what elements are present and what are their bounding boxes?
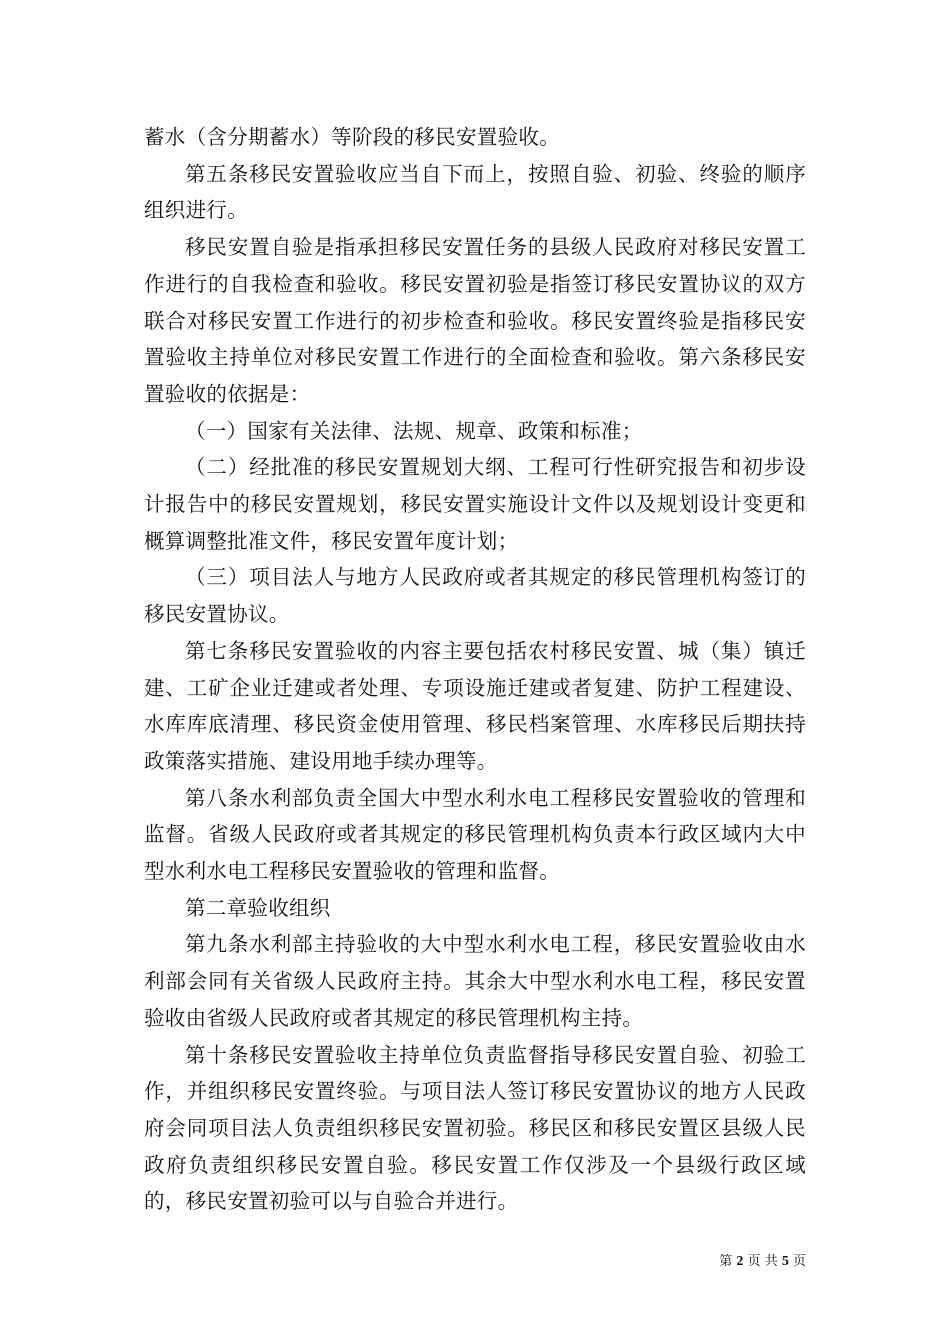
footer-middle: 页 共 xyxy=(747,1254,778,1269)
total-pages-number: 5 xyxy=(781,1254,789,1269)
current-page-number: 2 xyxy=(736,1254,744,1269)
paragraph-6: （三）项目法人与地方人民政府或者其规定的移民管理机构签订的移民安置协议。 xyxy=(144,565,806,627)
paragraph-2: 第五条移民安置验收应当自下而上，按照自验、初验、终验的顺序组织进行。 xyxy=(144,161,806,223)
footer-prefix: 第 xyxy=(719,1254,733,1269)
chapter-heading: 第二章验收组织 xyxy=(185,895,331,920)
paragraph-3: 移民安置自验是指承担移民安置任务的县级人民政府对移民安置工作进行的自我检查和验收。移民安置初验是指签订移民安置协议的双方联合对移民安置工作进行的初步检查和验收。移民安置终验是指移民安置验收主持单位对移民安置工作进行的全面检查和验收。第六条移民安置验收的依据是： xyxy=(144,235,806,406)
paragraph-4: （一）国家有关法律、法规、规章、政策和标准； xyxy=(185,418,643,443)
paragraph-9: 第九条水利部主持验收的大中型水利水电工程，移民安置验收由水利部会同有关省级人民政府主持。其余大中型水利水电工程，移民安置验收由省级人民政府或者其规定的移民管理机构主持。 xyxy=(144,932,806,1030)
paragraph-7: 第七条移民安置验收的内容主要包括农村移民安置、城（集）镇迁建、工矿企业迁建或者处理、专项设施迁建或者复建、防护工程建设、水库库底清理、移民资金使用管理、移民档案管理、水库移民后期扶持政策落实措施、建设用地手续办理等。 xyxy=(144,638,806,773)
document-body xyxy=(144,119,806,1220)
paragraph-1: 蓄水（含分期蓄水）等阶段的移民安置验收。 xyxy=(144,125,560,149)
paragraph-10: 第十条移民安置验收主持单位负责监督指导移民安置自验、初验工作，并组织移民安置终验。与项目法人签订移民安置协议的地方人民政府会同项目法人负责组织移民安置初验。移民区和移民安置区县级人民政府负责组织移民安置自验。移民安置工作仅涉及一个县级行政区域的，移民安置初验可以与自验合并进行。 xyxy=(144,1042,806,1214)
paragraph-5: （二）经批准的移民安置规划大纲、工程可行性研究报告和初步设计报告中的移民安置规划，移民安置实施设计文件以及规划设计变更和概算调整批准文件，移民安置年度计划； xyxy=(144,455,806,553)
paragraph-8: 第八条水利部负责全国大中型水利水电工程移民安置验收的管理和监督。省级人民政府或者其规定的移民管理机构负责本行政区域内大中型水利水电工程移民安置验收的管理和监督。 xyxy=(144,785,806,884)
footer-suffix: 页 xyxy=(792,1254,806,1269)
page-footer xyxy=(719,1253,806,1271)
